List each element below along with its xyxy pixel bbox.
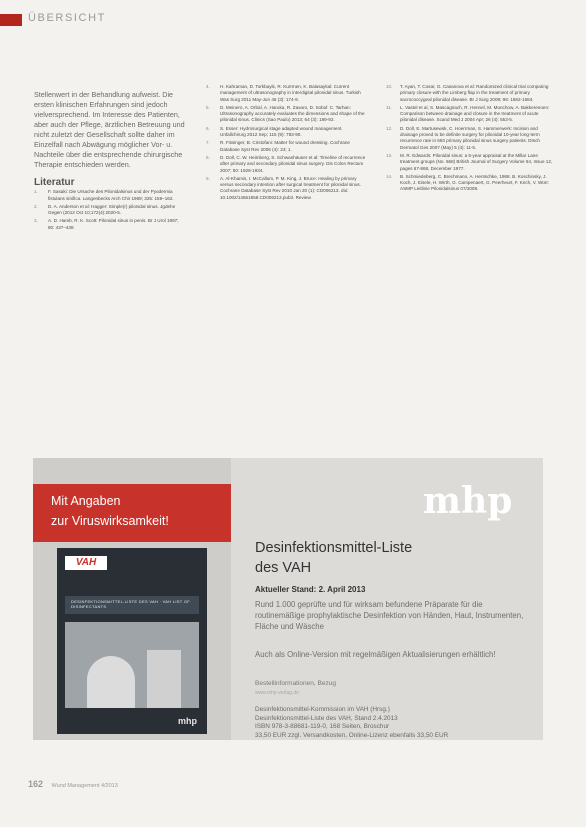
- bottle-shape: [87, 656, 135, 708]
- reference-item: 7. R. Fissinger, B. Cristofani: Matter for wound dressing. Cochrane Database Syst Rev 2006 (4): 23; 1.: [206, 140, 350, 152]
- ad-info-line: 33,50 EUR zzgl. Versandkosten, Online-Lizenz ebenfalls 33,50 EUR: [255, 731, 449, 739]
- literature-heading: Literatur: [34, 177, 75, 188]
- reference-list: [206, 84, 366, 201]
- book-cover: [57, 548, 207, 734]
- reference-item: 10. T. Ayan, T. Cosar, G. Casanova et al: Randomized clinical trial comparing primary closure with the Limberg flap in the treatment of primary sacrococcygeal pilonidal disease. Br J Surg 2009; 96: 1682-1684.: [386, 84, 549, 102]
- advertisement: [33, 458, 543, 740]
- bottle-shape: [147, 650, 181, 708]
- reference-item: 9. A. Al-Khamis, I. McCallum, P. M. King, J. Bruce: Healing by primary versus secondary intention after surgical treatment for pilonidal sinus. Cochrane Database Syst Rev 2010 Jan 20 (1): CD006213. doi: 10.1002/14651858.CD006213.pub3. Review.: [206, 175, 361, 200]
- section-title: ÜBERSICHT: [28, 12, 106, 24]
- reference-item: 12. D. Doll, E. Martusewsk, C. Hoerrman, S. Hammerwerk: Incision and drainage proved to be definite surgery for pilonidal 10-year long-term recurrence rate in 583 primary pilonidal sinus surgery patients. Dtsch Dermatol Ges 2007 (May) 5 (4): 11-5.: [386, 125, 540, 150]
- ad-description: Rund 1.000 geprüfte und für wirksam befundene Präparate für die routinemäßige prophylaktische Desinfektion von Händen, Haut, Instrumenten, Fläche und Wäsche: [255, 600, 524, 631]
- ad-info-line: ISBN 978-3-88681-119-0, 168 Seiten, Broschur: [255, 723, 390, 731]
- reference-item: 11. L. Vastel et al, S. Mascagnach, R. Hennel, M. Munchow, A. Bakkerenoen: Comparison between drainage and closure in the treatment of acute pilonidal disease. Scand Med J 2004 Apr; 26 (4): 553-5.: [386, 104, 550, 123]
- ad-url-link[interactable]: www.mhp-verlag.de: [255, 690, 299, 696]
- ad-title-line: des VAH: [255, 560, 312, 576]
- page-footer: [28, 779, 118, 789]
- ad-title: [255, 538, 525, 578]
- reference-item: 1. F. Sasaki: Die Ursache des Pilonidalsinus und der Pyodermia fistulans sinifica. Langenbecks Arch Chir 1969; 325: 159–162.: [34, 189, 174, 201]
- ad-title-line: Desinfektionsmittel-Liste: [255, 540, 413, 556]
- magazine-name: Wund Management 4/2013: [51, 783, 118, 789]
- reference-item: 5. D. Meinero, A. Orbal, A. Haruka, R. Zavaro, D. Sobol: C. Tarhan: Ultrasonography accurately evaluates the dimensions and shape of the pilonidal sinus. Clinics (Sao Paulo) 2013; 64 (3): 189-92.: [206, 104, 365, 123]
- page-number: 162: [28, 779, 44, 789]
- book-photo: [65, 622, 199, 708]
- column-3: [386, 84, 556, 195]
- ad-date: Aktueller Stand: 2. April 2013: [255, 585, 366, 594]
- column-2: [206, 84, 366, 203]
- reference-list: [386, 84, 556, 193]
- mhp-logo: mhp: [423, 480, 513, 522]
- section-marker: [0, 14, 22, 26]
- body-text: Stellenwert in der Behandlung aufweist. Die ersten klinischen Erfahrungen sind jedoch vielversprechend. Im Interesse des Patienten, aber auch der Pflege, ärztlichen Betreuung und nicht zuletzt der Gesellschaft sollte daher im Einzelfall nach Abwägung möglicher Vor- u. Nachteile über die entsprechende chirurgische Therapie entschieden werden.: [34, 90, 185, 169]
- ad-info: [255, 706, 525, 740]
- ad-info-line: Desinfektionsmittel-Liste des VAH, Stand 2.4.2013: [255, 714, 398, 722]
- ad-online-note: Auch als Online-Version mit regelmäßigen Aktualisierungen erhältlich!: [255, 650, 496, 659]
- ad-banner: [33, 484, 231, 542]
- book-publisher: mhp: [178, 716, 197, 726]
- reference-item: 8. D. Doll, C. W. Heimberg, S. Schwanhäuser et al: Timeline of recurrence after primary and secondary pilonidal sinus surgery. Dis Colon Rectum 2007; 50: 1928-1934.: [206, 154, 366, 173]
- reference-item: 14. B. Schmiedeberg, C. Brechmann, A. Hentschke, 1988. B. Koschinsky, J. Koch, J. Eisele, H. Wirth, G. Campenaert, G. Peerheurt, F. Kirch, V. Würr: ASMP Leitlinie Pilonidalsinus 07/2008.: [386, 173, 550, 192]
- reference-item: 3. A. D. Hamb, R. K. Scott: Pilonidal sinus in penis. Br J Urol 1997; 80: 437–438: [34, 218, 179, 230]
- banner-line: zur Viruswirksamkeit!: [51, 514, 169, 528]
- reference-item: 13. M. R. Edwards: Pilonidal sinus: a 5-year appraisal at the Millar Lane treatment groups (No. 668) British Journal of Surgery Volume 64, Issue 12, pages 67-868, December 1977.: [386, 152, 553, 171]
- reference-item: 2. D. A. Anderson et al: Hagger: Simple(r) pilonidal sinus. Jgdehe Gegen (2012 Oct 10;172(4):2020-5.: [34, 203, 176, 216]
- ad-info-line: Desinfektionsmittel-Kommission im VAH (Hrsg.): [255, 706, 390, 713]
- reference-item: 4. H. Kahraman, D. Torkbayik, R. Kurrmen, K. Balasaykal: Current management of ultrasonography in interdigital pilonidal sinus. Turkish Was Surg 2011 May-Jun 46 (3): 174-9.: [206, 84, 361, 102]
- book-vah-label: VAH: [65, 556, 107, 570]
- column-1: [34, 90, 186, 233]
- reference-list: [34, 189, 186, 231]
- banner-line: Mit Angaben: [51, 494, 121, 508]
- book-title: DESINFEKTIONSMITTEL-LISTE DES VAH · VAH LIST OF DISINFECTANTS: [71, 599, 191, 609]
- ad-order-heading: Bestellinformationen, Bezug: [255, 680, 336, 687]
- ad-image-panel: [33, 458, 231, 740]
- reference-item: 6. S. Esser: Hydrosurgical stage adapted wound management. Unfallchirurg 2012 Sep; 115 (9): 783-90.: [206, 125, 343, 138]
